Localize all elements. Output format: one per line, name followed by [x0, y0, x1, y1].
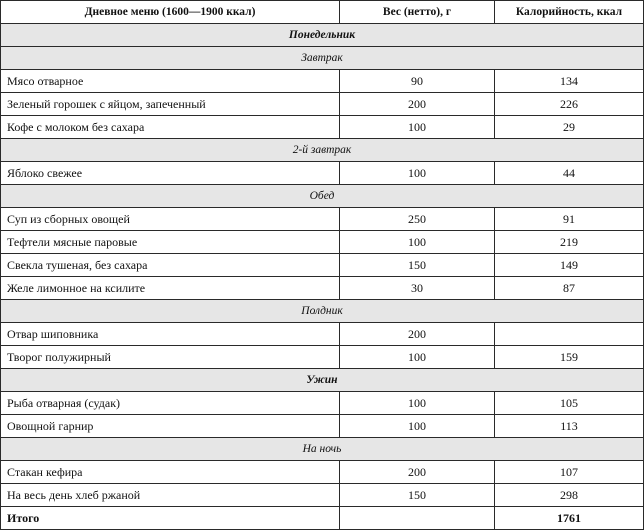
item-name: Желе лимонное на ксилите [1, 277, 340, 300]
item-weight: 100 [340, 162, 495, 185]
item-kcal: 226 [495, 93, 644, 116]
item-name: Отвар шиповника [1, 323, 340, 346]
item-weight: 100 [340, 415, 495, 438]
table-row [1, 254, 644, 277]
item-name: Тефтели мясные паровые [1, 231, 340, 254]
meal-row [1, 139, 644, 162]
item-kcal: 87 [495, 277, 644, 300]
total-kcal: 1761 [495, 507, 644, 530]
table-row [1, 392, 644, 415]
meal-title: Ужин [1, 369, 644, 392]
total-row [1, 507, 644, 530]
meal-row [1, 438, 644, 461]
item-name: Овощной гарнир [1, 415, 340, 438]
item-kcal: 219 [495, 231, 644, 254]
item-weight: 250 [340, 208, 495, 231]
day-row [1, 24, 644, 47]
item-name: Творог полужирный [1, 346, 340, 369]
item-weight: 150 [340, 254, 495, 277]
table-row [1, 484, 644, 507]
item-kcal: 44 [495, 162, 644, 185]
item-kcal: 149 [495, 254, 644, 277]
header-menu: Дневное меню (1600—1900 ккал) [1, 1, 340, 24]
item-kcal: 113 [495, 415, 644, 438]
table-row [1, 231, 644, 254]
item-name: Мясо отварное [1, 70, 340, 93]
item-name: Свекла тушеная, без сахара [1, 254, 340, 277]
total-label: Итого [1, 507, 340, 530]
item-kcal [495, 323, 644, 346]
meal-row [1, 185, 644, 208]
item-name: Стакан кефира [1, 461, 340, 484]
meal-title: Полдник [1, 300, 644, 323]
meal-title: Завтрак [1, 47, 644, 70]
table-row [1, 116, 644, 139]
meal-title: 2-й завтрак [1, 139, 644, 162]
total-weight [340, 507, 495, 530]
item-weight: 100 [340, 231, 495, 254]
day-title: Понедельник [1, 24, 644, 47]
table-row [1, 415, 644, 438]
table-row [1, 162, 644, 185]
item-weight: 200 [340, 461, 495, 484]
meal-title: На ночь [1, 438, 644, 461]
meal-row [1, 300, 644, 323]
meal-title: Обед [1, 185, 644, 208]
meal-row [1, 369, 644, 392]
table-row [1, 277, 644, 300]
item-weight: 200 [340, 93, 495, 116]
item-kcal: 107 [495, 461, 644, 484]
item-kcal: 134 [495, 70, 644, 93]
table-row [1, 70, 644, 93]
item-weight: 100 [340, 116, 495, 139]
table-row [1, 323, 644, 346]
item-kcal: 29 [495, 116, 644, 139]
item-kcal: 298 [495, 484, 644, 507]
table-row [1, 93, 644, 116]
header-calories: Калорийность, ккал [495, 1, 644, 24]
item-weight: 100 [340, 346, 495, 369]
item-weight: 150 [340, 484, 495, 507]
header-row [1, 1, 644, 24]
item-name: Суп из сборных овощей [1, 208, 340, 231]
item-name: Зеленый горошек с яйцом, запеченный [1, 93, 340, 116]
table-row [1, 346, 644, 369]
item-weight: 100 [340, 392, 495, 415]
item-kcal: 105 [495, 392, 644, 415]
item-kcal: 91 [495, 208, 644, 231]
meal-row [1, 47, 644, 70]
table-row [1, 461, 644, 484]
item-weight: 200 [340, 323, 495, 346]
item-name: Яблоко свежее [1, 162, 340, 185]
item-name: Рыба отварная (судак) [1, 392, 340, 415]
item-weight: 30 [340, 277, 495, 300]
item-name: На весь день хлеб ржаной [1, 484, 340, 507]
item-kcal: 159 [495, 346, 644, 369]
item-name: Кофе с молоком без сахара [1, 116, 340, 139]
table-row [1, 208, 644, 231]
item-weight: 90 [340, 70, 495, 93]
header-weight: Вес (нетто), г [340, 1, 495, 24]
